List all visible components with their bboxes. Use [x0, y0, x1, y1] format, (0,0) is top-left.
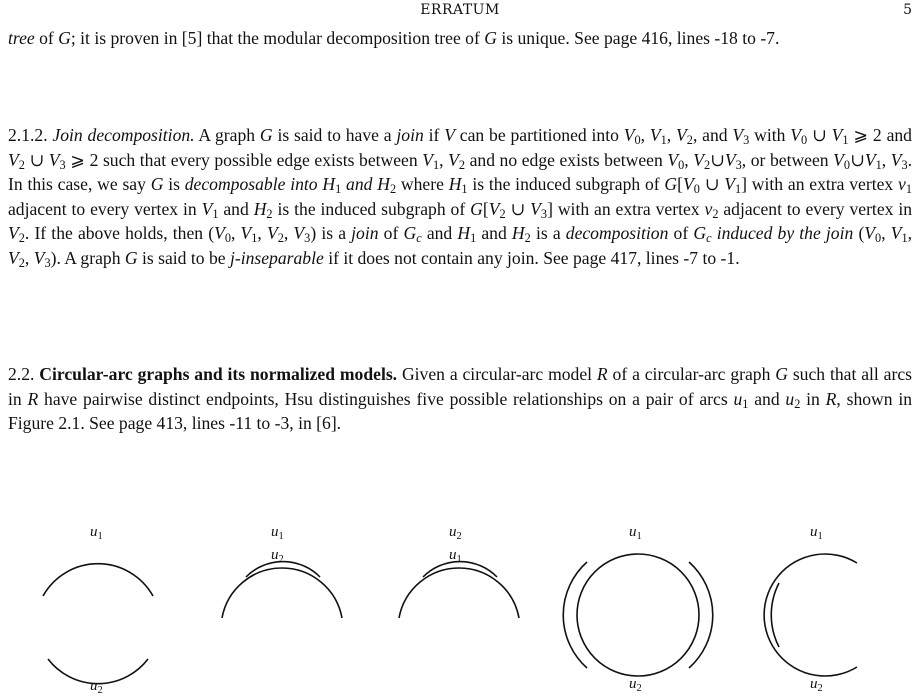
text: and — [218, 198, 254, 219]
math: $v_2$ — [704, 198, 719, 221]
label-text: $u_1$ — [449, 547, 462, 565]
text: such that every possible edge exists between — [98, 149, 423, 170]
label-text: $u_2$ — [449, 524, 462, 542]
paragraph-circular-arc — [8, 362, 912, 436]
text: where — [396, 174, 449, 195]
arc-pair-overlap — [764, 554, 857, 676]
text: with an extra vertex — [747, 174, 899, 195]
text: , or between — [741, 149, 834, 170]
label-u2 — [810, 676, 823, 693]
label-u1 — [810, 524, 823, 541]
term: decomposition — [565, 223, 669, 244]
term: decomposable into — [184, 174, 318, 195]
text: is the induced subgraph of — [272, 198, 471, 219]
term-tree: tree — [8, 28, 35, 48]
text: and no edge exists between — [465, 149, 668, 170]
text: of a circular-arc graph — [607, 364, 776, 384]
text: . If the above holds, then — [24, 223, 209, 244]
math: G — [150, 174, 164, 195]
math: $G[V_0$ ∪ $V_1$] — [664, 174, 748, 197]
math: $u_1$ — [733, 388, 749, 411]
arc-u2 — [399, 568, 519, 618]
text: is unique. See page 416, lines -18 to -7. — [496, 28, 780, 48]
text: . In this case, we say — [8, 149, 913, 195]
label-u1 — [90, 524, 103, 541]
text: is a — [530, 223, 566, 244]
math: $H_1$ — [448, 174, 468, 197]
header-title: ERRATUM — [420, 2, 500, 18]
math-G: G — [58, 28, 71, 48]
text: if — [423, 125, 445, 145]
math: $V_1$ — [201, 198, 219, 221]
text: and — [881, 125, 912, 145]
text: and — [748, 388, 786, 409]
text: ; it is proven in [5] that the modular decomposition tree of — [70, 28, 485, 48]
label-u2 — [629, 676, 642, 693]
math: $G[V_2$ ∪ $V_3$] — [470, 198, 553, 221]
text: is — [163, 174, 185, 195]
math: $H_1$ — [322, 174, 342, 197]
math: G — [259, 125, 273, 145]
arc-u2 — [771, 583, 779, 647]
math: $H_1$ — [457, 223, 477, 246]
text: and — [476, 223, 512, 244]
label-u2 — [90, 678, 103, 695]
term-join: join — [396, 125, 424, 145]
label-u1 — [629, 524, 642, 541]
text: of — [378, 223, 404, 244]
term: j-inseparable — [229, 247, 324, 268]
text: if it does not contain any join. See page 417, lines -7 to -1. — [323, 247, 740, 268]
label-text: $u_2$ — [629, 676, 642, 694]
term: and — [346, 174, 373, 195]
label-u2 — [449, 524, 462, 541]
math: $G_c$ — [403, 223, 422, 246]
text: of — [668, 223, 694, 244]
arc-u2-left — [563, 562, 587, 668]
text: Given a circular-arc model — [397, 364, 597, 384]
text: A graph — [194, 125, 260, 145]
label-text: $u_1$ — [271, 524, 284, 542]
math: $V_0$, $V_2\cup V_3$ — [667, 149, 742, 172]
math: $V_0\cup V_1$, $V_3$ — [833, 149, 908, 172]
text: , shown in Figure 2.1. See page 413, lines -11 to -3, in [6]. — [8, 388, 913, 434]
arc-pair-cover — [563, 554, 713, 676]
section-number: 2.2. — [8, 364, 40, 384]
math: $u_2$ — [785, 388, 801, 411]
math: G — [775, 364, 788, 384]
paragraph-modular-tree — [8, 26, 912, 51]
math: R — [596, 364, 608, 384]
math: $V_0$ ∪ $V_1$ ⩾ 2 — [790, 125, 882, 147]
text: have pairwise distinct endpoints, Hsu distinguishes five possible relationships on a pair of arcs — [38, 388, 734, 409]
label-text: $u_2$ — [271, 547, 284, 565]
label-text: $u_2$ — [90, 678, 103, 696]
math: G — [124, 247, 138, 268]
text: adjacent to every vertex in — [8, 198, 202, 219]
math: $G_c$ — [693, 223, 712, 246]
text: such that all arcs in — [8, 364, 912, 409]
math: ($V_0$, $V_1$, $V_2$, $V_3$) — [8, 223, 913, 270]
label-text: $u_2$ — [810, 676, 823, 694]
text: is a — [316, 223, 352, 244]
label-text: $u_1$ — [629, 524, 642, 542]
text: is the induced subgraph of — [467, 174, 665, 195]
label-u2 — [271, 547, 284, 564]
math: $V_0$, $V_1$, $V_2$, and $V_3$ — [623, 125, 750, 147]
math: ($V_0$, $V_1$, $V_2$, $V_3$) — [208, 223, 317, 246]
text: in — [800, 388, 826, 409]
math: $H_2$ — [253, 198, 273, 221]
paragraph-join-decomposition — [8, 123, 912, 271]
term-join: join — [351, 223, 379, 244]
math: $V_1$, $V_2$ — [422, 149, 466, 172]
math: R — [27, 388, 39, 409]
label-text: $u_1$ — [810, 524, 823, 542]
text: of — [34, 28, 59, 48]
page-number: 5 — [903, 2, 912, 18]
text: with an extra vertex — [552, 198, 705, 219]
arc-u1 — [577, 554, 699, 676]
arc-pair-contained — [222, 562, 342, 618]
math: $H_2$ — [377, 174, 397, 197]
section-heading: Circular-arc graphs and its normalized models. — [39, 364, 398, 384]
text: is said to have a — [272, 125, 397, 145]
text: and — [421, 223, 458, 244]
figure-arc-relationships — [0, 520, 920, 699]
text: adjacent to every vertex in — [718, 198, 913, 219]
text: . A graph — [56, 247, 125, 268]
term: induced by the join — [716, 223, 854, 244]
math: $V_2$ ∪ $V_3$ ⩾ 2 — [8, 149, 99, 172]
label-u1 — [271, 524, 284, 541]
running-header — [0, 2, 920, 22]
label-text: $u_1$ — [90, 524, 103, 542]
arc-u1 — [222, 568, 342, 618]
math-G: G — [484, 28, 497, 48]
text: is said to be — [137, 247, 230, 268]
section-number: 2.1.2. — [8, 125, 53, 145]
section-heading: Join decomposition. — [52, 125, 195, 145]
math: $V_2$ — [8, 223, 25, 246]
math: V — [444, 125, 455, 145]
arc-u1 — [43, 564, 153, 596]
text: with — [749, 125, 791, 145]
arc-pair-disjoint — [43, 564, 153, 684]
arc-pair-contains — [399, 562, 519, 618]
arc-u1 — [764, 554, 857, 676]
math: $H_2$ — [511, 223, 531, 246]
math: $v_1$ — [898, 174, 912, 197]
text: can be partitioned into — [454, 125, 624, 145]
label-u1 — [449, 547, 462, 564]
arc-u2-right — [689, 562, 713, 668]
math: R — [825, 388, 837, 409]
